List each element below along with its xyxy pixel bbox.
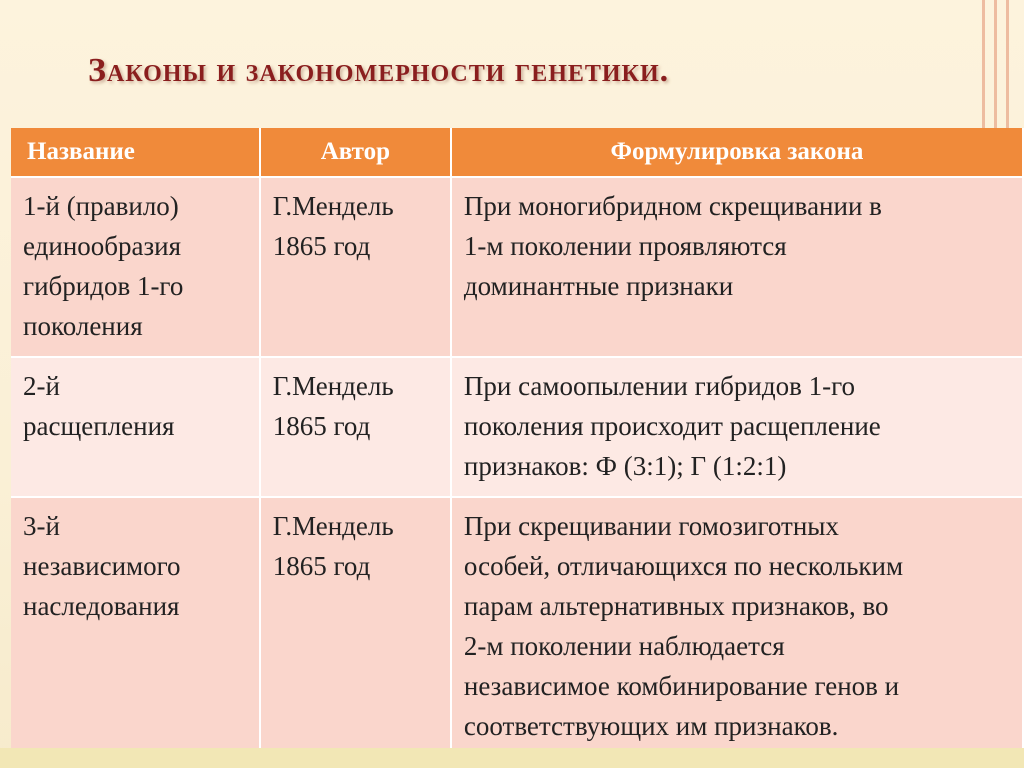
genetics-laws-table: [11, 128, 1024, 758]
table-row: [11, 357, 1023, 497]
table-row: [11, 177, 1023, 357]
cell-author: Г.Мендель 1865 год: [260, 497, 451, 757]
cell-law-text: При скрещивании гомозиготных особей, отличающихся по нескольким парам альтернативных признаков, во 2-м поколении наблюдается независимое комбинирование генов и соответствующих им признаков.: [451, 497, 1023, 757]
cell-author: Г.Мендель 1865 год: [260, 177, 451, 357]
cell-author: Г.Мендель 1865 год: [260, 357, 451, 497]
cell-law-text: При самоопылении гибридов 1-го поколения происходит расщепление признаков: Ф (3:1); Г (1:2:1): [451, 357, 1023, 497]
table-header-row: [11, 128, 1023, 177]
table-row: [11, 497, 1023, 757]
slide-title: Законы и закономерности генетики.: [88, 52, 670, 89]
cell-law-name: 1-й (правило) единообразия гибридов 1-го поколения: [11, 177, 260, 357]
cell-law-name: 2-й расщепления: [11, 357, 260, 497]
header-name: Название: [11, 128, 260, 177]
cell-law-text: При моногибридном скрещивании в 1-м поколении проявляются доминантные признаки: [451, 177, 1023, 357]
header-law: Формулировка закона: [451, 128, 1023, 177]
header-author: Автор: [260, 128, 451, 177]
bottom-band: [0, 748, 1024, 768]
cell-law-name: 3-й независимого наследования: [11, 497, 260, 757]
